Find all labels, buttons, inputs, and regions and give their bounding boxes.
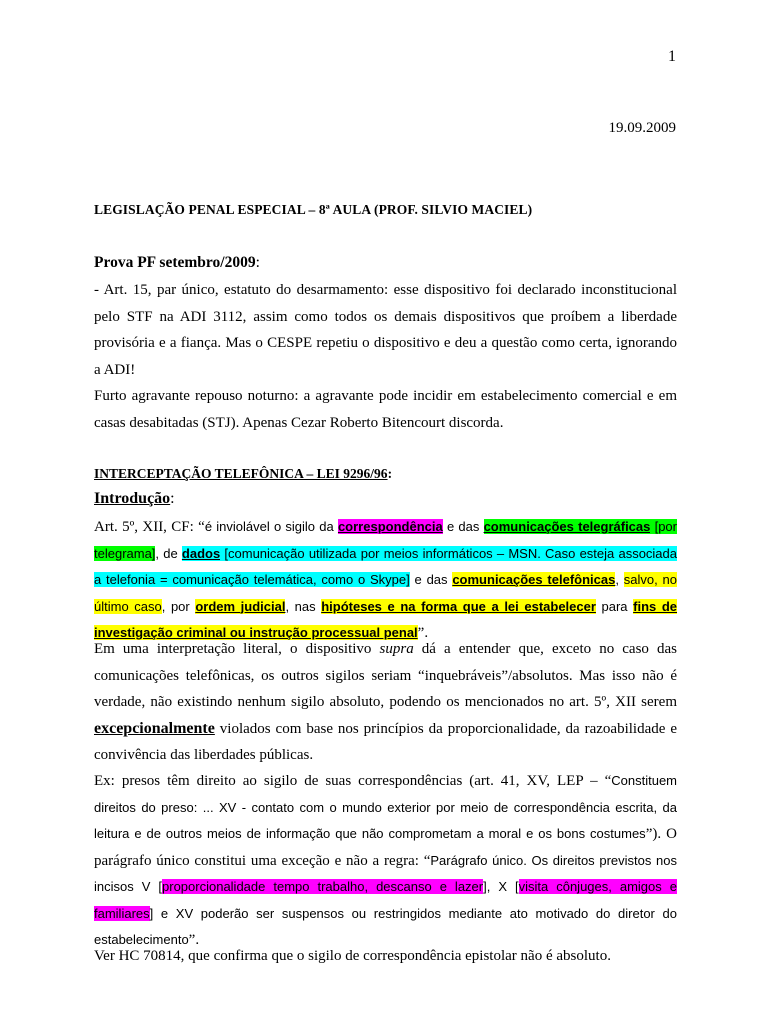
paragraph-exemplo-presos <box>94 768 677 954</box>
p5-quote-1: Constituem direitos do preso: ... XV - contato com o mundo exterior por meio de correspondência escrita, da leitura e de outros meios de informação que não comprometam a moral e os bons costumes <box>94 773 677 841</box>
paragraph-art15: - Art. 15, par único, estatuto do desarmamento: esse dispositivo foi declarado inconstitucional pelo STF na ADI 3112, assim como todos os demais dispositivos que proíbem a liberdade provisória e a fiança. Mas o CESPE repetiu o dispositivo e deu a questão como certa, ignorando a ADI! <box>94 282 677 378</box>
art5-lead: Art. 5º, XII, CF: “ <box>94 519 205 535</box>
document-date: 19.09.2009 <box>608 120 676 136</box>
paragraph-hc: Ver HC 70814, que confirma que o sigilo de correspondência epistolar não é absoluto. <box>94 948 611 964</box>
p5-text-2: ”). O parágrafo único constitui uma exceção e não a regra: “ <box>94 826 677 869</box>
art5-tail: ”. <box>417 625 429 641</box>
section-heading <box>94 466 392 482</box>
note-dados: [comunicação utilizada por meios informáticos – MSN. Caso esteja associada a telefonia = comunicação telemática, como o Skype] <box>94 545 678 587</box>
highlight-comunicacoes-telefonicas: comunicações telefônicas <box>452 572 616 587</box>
art5-text-8: para <box>595 598 634 614</box>
art5-text-7: , nas <box>285 598 322 614</box>
intro-label: Introdução <box>94 490 171 507</box>
art5-text-5: , <box>615 572 624 587</box>
p4-text-2: dá a entender que, exceto no caso das comunicações telefônicas, os outros sigilos seriam “inquebráveis”/absolutos. Mas isso não é verdade, não existindo nenhum sigilo absoluto, podendo os mencionados no art. 5º, XII serem <box>94 641 678 710</box>
highlight-salvo: salvo, no último caso <box>94 572 677 614</box>
section-label: INTERCEPTAÇÃO TELEFÔNICA – LEI 9296/96 <box>94 466 388 481</box>
highlight-comunicacoes-telegraficas: comunicações telegráficas <box>483 519 651 534</box>
art5-text-2: e das <box>442 519 484 534</box>
p5-quote-4: ] e XV poderão ser suspensos ou restringidos mediante ato motivado do diretor do estabelecimento <box>94 905 677 947</box>
highlight-dados: dados <box>181 545 221 561</box>
p4-text-1: Em uma interpretação literal, o dispositivo <box>94 641 380 657</box>
art5-text-6: , por <box>161 598 196 614</box>
highlight-fins: fins de investigação criminal ou instrução processual penal <box>94 598 678 640</box>
paragraph-furto: Furto agravante repouso noturno: a agravante pode incidir em estabelecimento comercial e em casas desabitadas (STJ). Apenas Cezar Roberto Bitencourt discorda. <box>94 388 677 431</box>
document-title: LEGISLAÇÃO PENAL ESPECIAL – 8ª AULA (PROF. SILVIO MACIEL) <box>94 202 533 217</box>
p5-quote-3: ], X [ <box>483 879 519 894</box>
p4-excepcionalmente: excepcionalmente <box>94 719 215 737</box>
p4-supra: supra <box>379 641 414 657</box>
note-telegrama: [por telegrama] <box>94 519 677 561</box>
p5-quote-2: Parágrafo único. Os direitos previstos nos incisos V [ <box>94 852 677 894</box>
highlight-hipoteses: hipóteses e na forma que a lei estabelecer <box>321 598 596 614</box>
paragraph-art5-quote <box>94 514 677 647</box>
intro-colon: : <box>170 490 175 507</box>
art5-text-3: , de <box>155 545 182 561</box>
paragraph-interpretacao <box>94 636 677 769</box>
prova-colon: : <box>255 254 260 271</box>
highlight-correspondencia: correspondência <box>337 519 443 534</box>
p5-text-3: ”. <box>188 932 200 948</box>
highlight-ordem-judicial: ordem judicial <box>195 598 286 614</box>
highlight-visita: visita cônjuges, amigos e familiares <box>94 879 677 921</box>
art5-text-4: e das <box>409 572 453 587</box>
prova-heading <box>94 254 260 272</box>
prova-label: Prova PF setembro/2009 <box>94 254 256 271</box>
section-colon: : <box>387 466 393 481</box>
page-number: 1 <box>668 48 676 65</box>
highlight-proporcionalidade: proporcionalidade tempo trabalho, descanso e lazer <box>162 879 484 894</box>
intro-heading <box>94 490 175 508</box>
art5-text-1: é inviolável o sigilo da <box>204 519 338 534</box>
p5-text-1: Ex: presos têm direito ao sigilo de suas correspondências (art. 41, XV, LEP – “ <box>94 773 612 789</box>
p4-text-3: violados com base nos princípios da proporcionalidade, da razoabilidade e convivência das liberdades públicas. <box>94 720 677 763</box>
